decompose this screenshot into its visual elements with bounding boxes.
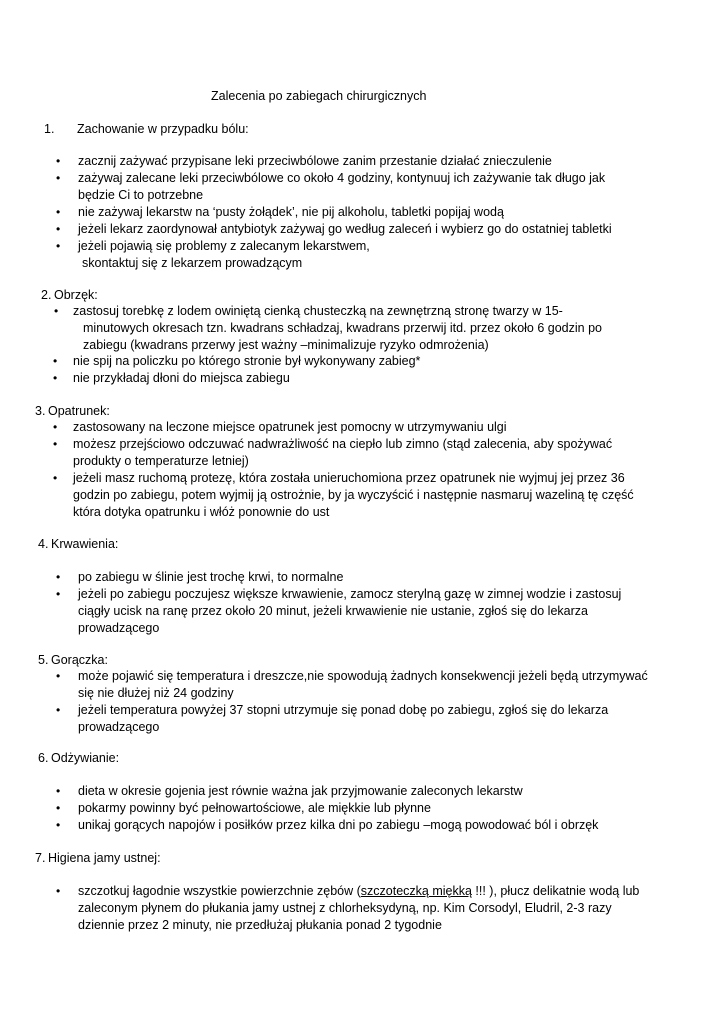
bullet-icon: • [53,354,58,368]
section-number: 7. [35,851,46,865]
item-line: unikaj gorących napojów i posiłków przez kilka dni po zabiegu –mogą powodować ból i obrzęk [78,818,599,832]
section-number: 3. [35,404,46,418]
list-item [53,370,673,387]
section-title: Krwawienia: [51,537,119,551]
section-heading-oral-hygiene [35,850,161,866]
list-item [53,419,673,436]
bullet-icon: • [56,703,61,717]
list-item [53,353,673,370]
item-line: będzie Ci to potrzebne [78,188,204,203]
section-title: Higiena jamy ustnej: [48,851,161,865]
item-line: pokarmy powinny być pełnowartościowe, ale miękkie lub płynne [78,801,431,815]
list-item [56,204,678,221]
list-item [56,586,678,638]
list-item [54,303,673,355]
bullet-icon: • [56,171,61,185]
section-heading-nutrition [38,750,119,766]
item-line: godzin po zabiegu, potem wyjmij ją ostrożnie, by ja wyczyścić i następnie nasmaruj wazeliną tę część [73,488,634,503]
item-line: nie zażywaj lekarstw na ‘pusty żołądek’, nie pij alkoholu, tabletki popijaj wodą [78,205,504,219]
list-item [56,800,678,817]
section-number: 2. [41,288,52,302]
list-item [56,668,678,702]
item-line: zastosowany na leczone miejsce opatrunek jest pomocny w utrzymywaniu ulgi [73,420,507,434]
section-heading-dressing [35,403,110,419]
item-line: jeżeli po zabiegu poczujesz większe krwawienie, zamocz sterylną gazę w zimnej wodzie i zastosuj [78,587,622,601]
item-line: jeżeli pojawią się problemy z zalecanym lekarstwem, [78,239,370,253]
item-line: nie przykładaj dłoni do miejsca zabiegu [73,371,290,385]
item-line: nie spij na policzku po którego stronie był wykonywany zabieg* [73,354,421,368]
item-text: !!! ), płucz delikatnie wodą lub [471,884,640,898]
section-heading-swelling [41,287,98,303]
item-text: szczotkuj łagodnie wszystkie powierzchnie zębów ( [78,884,361,898]
document-title: Zalecenia po zabiegach chirurgicznych [211,89,427,103]
bullet-icon: • [56,205,61,219]
bullet-icon: • [54,304,59,318]
item-line: zaleconym płynem do płukania jamy ustnej z chlorheksydyną, np. Kim Corsodyl, Eludril, 2-3 razy [78,901,612,916]
item-line: dieta w okresie gojenia jest równie ważna jak przyjmowanie zaleconych lekarstw [78,784,523,798]
list-item [56,569,678,586]
item-line: ciągły ucisk na ranę przez około 20 minut, jeżeli krwawienie nie ustanie, zgłoś się do lekarza [78,604,588,619]
list-item [53,470,673,522]
item-line: się nie dłużej niż 24 godziny [78,686,234,701]
item-line [78,883,678,900]
item-line: może pojawić się temperatura i dreszcze,nie spowodują żadnych konsekwencji jeżeli będą utrzymywać [78,669,648,683]
section-heading-fever [38,652,108,668]
bullet-icon: • [56,239,61,253]
bullet-icon: • [56,784,61,798]
section-number: 6. [38,751,49,765]
underlined-emphasis: szczoteczką miękką [360,884,472,898]
list-item [56,702,678,736]
item-line: produkty o temperaturze letniej) [73,454,249,469]
bullet-icon: • [56,669,61,683]
bullet-icon: • [56,570,61,584]
item-line: skontaktuj się z lekarzem prowadzącym [82,256,303,271]
bullet-icon: • [53,371,58,385]
section-title: Gorączka: [51,653,108,667]
list-item [56,221,678,238]
bullet-icon: • [56,818,61,832]
item-line: zabiegu (kwadrans przerwy jest ważny –minimalizuje ryzyko odmrożenia) [83,338,489,353]
section-title: Obrzęk: [54,288,98,302]
list-item [56,783,678,800]
bullet-icon: • [53,437,58,451]
section-title: Zachowanie w przypadku bólu: [77,122,249,136]
item-line: jeżeli lekarz zaordynował antybiotyk zażywaj go według zaleceń i wybierz go do ostatniej tabletki [78,222,612,236]
bullet-icon: • [56,587,61,601]
section-number: 5. [38,653,49,667]
item-line: dziennie przez 2 minuty, nie przedłużaj płukania ponad 2 tygodnie [78,918,442,933]
bullet-icon: • [53,420,58,434]
list-item [56,170,678,204]
item-line: po zabiegu w ślinie jest trochę krwi, to normalne [78,570,344,584]
item-line: która dotyka opatrunku i włóż ponownie do ust [73,505,330,520]
list-item [56,238,678,272]
section-heading-bleeding [38,536,118,552]
bullet-icon: • [56,884,61,898]
section-number: 1. [44,122,55,136]
item-line: zażywaj zalecane leki przeciwbólowe co około 4 godziny, kontynuuj ich zażywanie tak długo jak [78,171,606,185]
bullet-icon: • [56,222,61,236]
item-line: prowadzącego [78,621,160,636]
section-title: Odżywianie: [51,751,120,765]
bullet-icon: • [56,154,61,168]
list-item [56,883,678,935]
item-line: zacznij zażywać przypisane leki przeciwbólowe zanim przestanie działać znieczulenie [78,154,552,168]
item-line: jeżeli masz ruchomą protezę, która została unieruchomiona przez opatrunek nie wyjmuj jej przez 36 [73,471,625,485]
list-item [56,817,678,834]
item-line: minutowych okresach tzn. kwadrans schładzaj, kwadrans przerwij itd. przez około 6 godzin po [83,321,602,336]
list-item [53,436,673,470]
bullet-icon: • [56,801,61,815]
bullet-icon: • [53,471,58,485]
section-heading-behavior-in-pain [44,121,249,137]
section-number: 4. [38,537,49,551]
item-line: możesz przejściowo odczuwać nadwrażliwość na ciepło lub zimno (stąd zalecenia, aby spożywać [73,437,613,451]
list-item [56,153,678,170]
item-line: prowadzącego [78,720,160,735]
item-line: zastosuj torebkę z lodem owiniętą cienką chusteczką na zewnętrzną stronę twarzy w 15- [73,304,563,318]
section-title: Opatrunek: [48,404,110,418]
item-line: jeżeli temperatura powyżej 37 stopni utrzymuje się ponad dobę po zabiegu, zgłoś się do lekarza [78,703,609,717]
